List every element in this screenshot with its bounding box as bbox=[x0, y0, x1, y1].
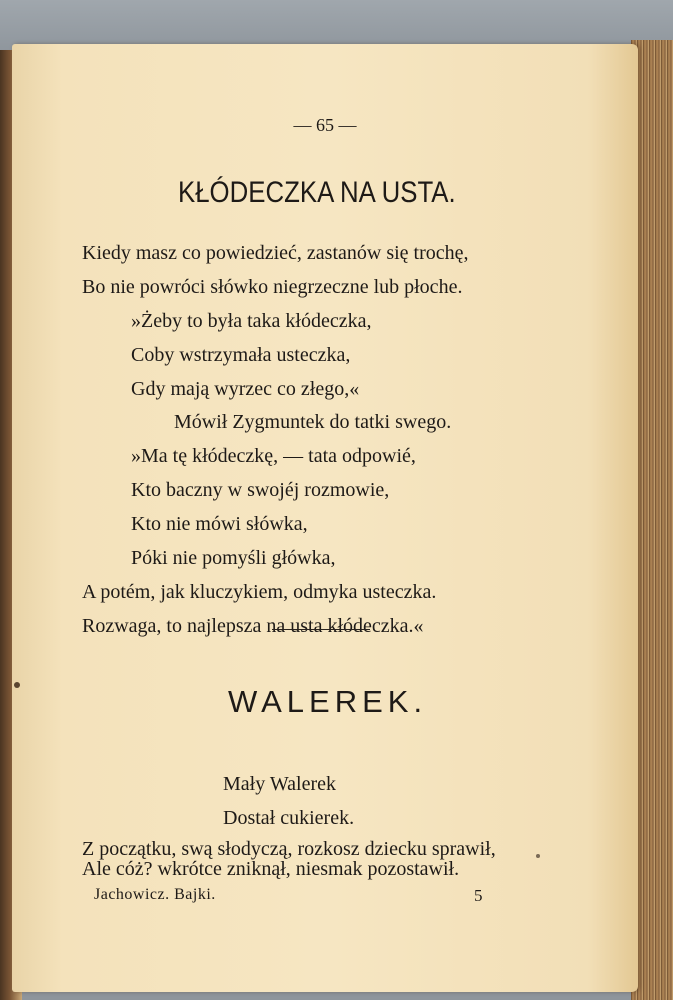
poem1-line-10: Póki nie pomyśli główka, bbox=[131, 547, 336, 569]
poem2-line-4: Ale cóż? wkrótce zniknął, niesmak pozostawił. bbox=[82, 858, 460, 880]
poem1-line-11: A potém, jak kluczykiem, odmyka usteczka. bbox=[82, 581, 437, 603]
paper-spot bbox=[14, 682, 20, 688]
poem1-line-4: Coby wstrzymała usteczka, bbox=[131, 344, 351, 366]
poem1-line-7: »Ma tę kłódeczkę, — tata odpowié, bbox=[131, 445, 416, 467]
footer-book-title: Jachowicz. Bajki. bbox=[94, 886, 216, 903]
poem1-line-9: Kto nie mówi słówka, bbox=[131, 513, 308, 535]
poem-title-walerek: WALEREK. bbox=[228, 684, 428, 719]
poem1-line-2: Bo nie powróci słówko niegrzeczne lub płoche. bbox=[82, 276, 463, 298]
page-number: — 65 — bbox=[293, 115, 357, 135]
poem1-line-5: Gdy mają wyrzec co złego,« bbox=[131, 378, 360, 400]
poem2-line-1: Mały Walerek bbox=[223, 773, 336, 795]
poem1-line-3: »Żeby to była taka kłódeczka, bbox=[131, 310, 372, 332]
poem2-line-2: Dostał cukierek. bbox=[223, 807, 355, 829]
poem1-line-8: Kto baczny w swojéj rozmowie, bbox=[131, 479, 390, 501]
poem1-line-12: Rozwaga, to najlepsza na usta kłódeczka.« bbox=[82, 615, 424, 637]
paper-spot bbox=[536, 854, 540, 858]
footer-signature-number: 5 bbox=[474, 886, 483, 905]
poem1-line-6: Mówił Zygmuntek do tatki swego. bbox=[174, 411, 452, 433]
poem-title-klodeczka: KŁÓDECZKA NA USTA. bbox=[178, 176, 456, 209]
section-divider bbox=[272, 629, 370, 630]
poem2-line-3: Z początku, swą słodyczą, rozkosz dziecku sprawił, bbox=[82, 838, 496, 860]
poem1-line-1: Kiedy masz co powiedzieć, zastanów się trochę, bbox=[82, 242, 469, 264]
